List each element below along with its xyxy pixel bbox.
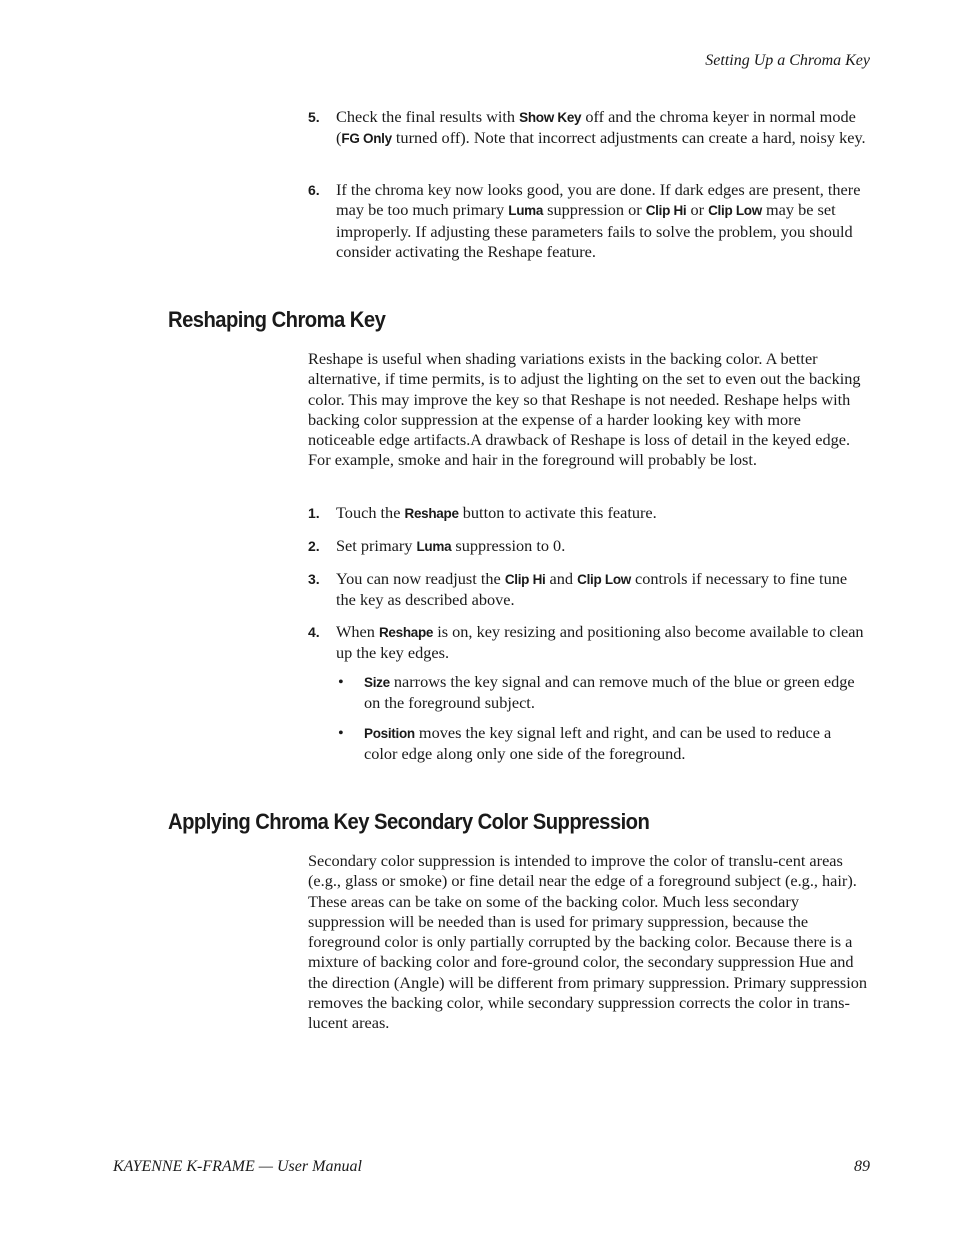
ui-term-reshape: Reshape xyxy=(404,506,459,521)
step-text: Check the final results with Show Key off and the chroma keyer in normal mode (FG Only turned off). Note that incorrect adjustments can create a hard, noisy key. xyxy=(336,107,866,148)
ui-term-reshape: Reshape xyxy=(378,625,434,640)
bullet-item-size xyxy=(336,672,868,714)
ui-term-fg-only: FG Only xyxy=(341,131,392,147)
step-number: 3. xyxy=(308,571,320,587)
list-item-step-2 xyxy=(308,536,868,557)
bullet-text: Size narrows the key signal and can remove much of the blue or green edge on the foreground subject. xyxy=(364,672,855,713)
ui-term-clip-hi: Clip Hi xyxy=(645,203,687,219)
ui-term-clip-hi: Clip Hi xyxy=(504,572,546,587)
step-text: Set primary Luma suppression to 0. xyxy=(336,536,566,555)
step-number: 2. xyxy=(308,538,320,554)
ui-term-clip-low: Clip Low xyxy=(577,572,631,587)
step-number: 1. xyxy=(308,505,320,521)
step-text: If the chroma key now looks good, you are done. If dark edges are present, there may be too much primary Luma suppression or Clip Hi or Clip Low may be set improperly. If adjusting these parameters fails to solve the problem, you should consider activating the Reshape feature. xyxy=(336,180,861,261)
step-text: Touch the Reshape button to activate this feature. xyxy=(336,503,657,522)
ui-term-luma: Luma xyxy=(508,203,544,219)
bullet-mark: • xyxy=(338,723,344,742)
step-number: 4. xyxy=(308,624,320,640)
body-paragraph-secondary: Secondary color suppression is intended to improve the color of translu-cent areas (e.g., glass or smoke) or fine detail near the edge of a foreground subject (e.g., hair). These areas can be take on some of the backing color. Much less secondary suppression will be needed than is used for primary suppression, because the foreground color is only partially corrupted by the backing color. Because there is a mixture of backing color and fore-ground color, the secondary suppression Hue and the direction (Angle) will be different from primary suppression. Primary suppression removes the backing color, while secondary suppression corrects the color in trans-lucent areas. xyxy=(308,851,868,1033)
step-text: You can now readjust the Clip Hi and Clip Low controls if necessary to fine tune the key as described above. xyxy=(336,569,848,610)
step-number: 5. xyxy=(308,109,320,125)
list-item-step-4 xyxy=(308,622,868,664)
list-item-step-6 xyxy=(308,180,868,262)
step-text: When Reshape is on, key resizing and positioning also become available to clean up the key edges. xyxy=(336,622,864,663)
running-head: Setting Up a Chroma Key xyxy=(705,52,870,69)
section-heading-reshaping: Reshaping Chroma Key xyxy=(168,307,386,332)
bullet-item-position xyxy=(336,723,868,765)
list-item-step-1 xyxy=(308,503,868,524)
step-number: 6. xyxy=(308,182,320,198)
ui-term-clip-low: Clip Low xyxy=(708,203,762,219)
ui-term-position: Position xyxy=(364,726,415,741)
list-item-step-5 xyxy=(308,107,868,150)
footer-title: KAYENNE K-FRAME — User Manual xyxy=(113,1158,362,1175)
page-number: 89 xyxy=(854,1158,870,1175)
section-heading-secondary-suppression: Applying Chroma Key Secondary Color Suppression xyxy=(168,809,650,834)
bullet-mark: • xyxy=(338,672,344,691)
ui-term-luma: Luma xyxy=(416,539,452,554)
list-item-step-3 xyxy=(308,569,868,611)
bullet-text: Position moves the key signal left and right, and can be used to reduce a color edge along only one side of the foreground. xyxy=(364,723,832,764)
body-paragraph-reshaping: Reshape is useful when shading variations exists in the backing color. A better alternative, if time permits, is to adjust the lighting on the set to even out the backing color. This may improve the key so that Reshape is not needed. Reshape helps with backing color suppression at the expense of a harder looking key with more noticeable edge artifacts.A drawback of Reshape is loss of detail in the keyed edge. For example, smoke and hair in the foreground will probably be lost. xyxy=(308,349,861,470)
ui-term-size: Size xyxy=(364,675,390,690)
ui-term-show-key: Show Key xyxy=(519,110,582,125)
